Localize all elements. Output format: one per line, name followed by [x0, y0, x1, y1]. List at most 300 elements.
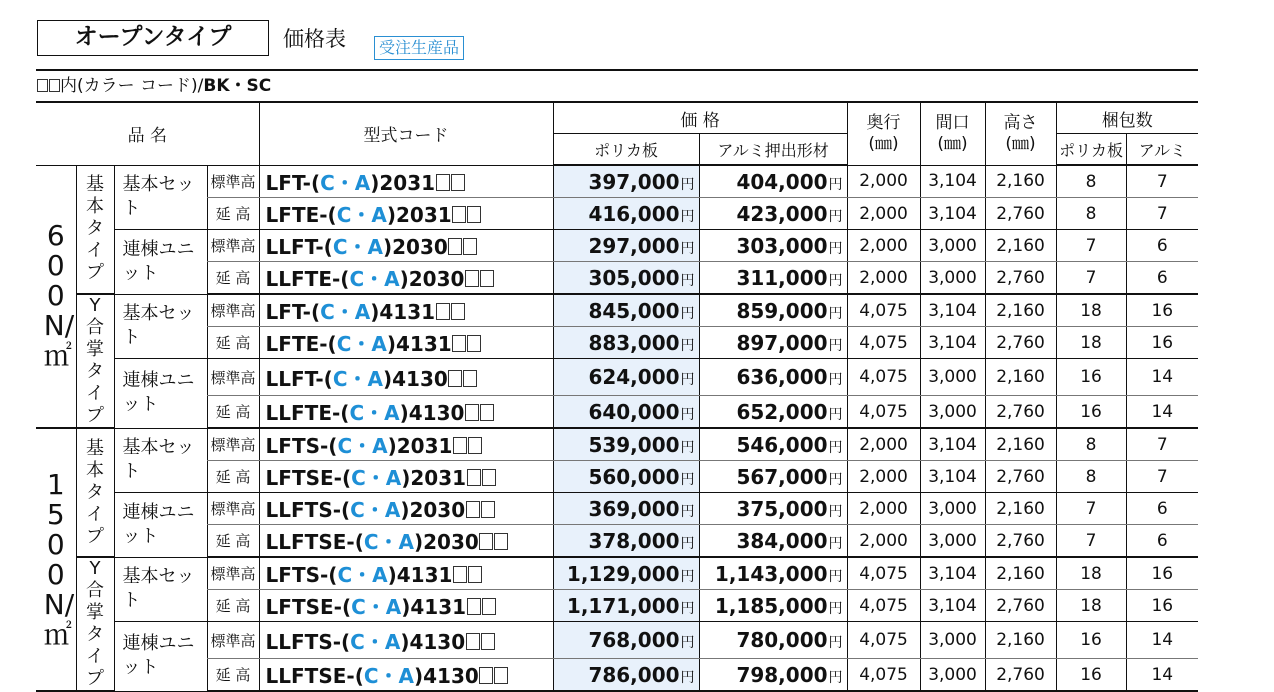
price-value: 375,000	[736, 496, 828, 521]
page-title: オープンタイプ	[37, 20, 269, 56]
price-value: 416,000	[588, 201, 680, 226]
price-value: 397,000	[588, 169, 680, 194]
color-code-box	[451, 303, 465, 320]
price-value: 768,000	[588, 628, 680, 652]
model-code-suffix: )4130	[400, 629, 466, 654]
price-alu	[699, 294, 847, 327]
table-row	[36, 198, 1198, 230]
color-code-box	[448, 238, 462, 255]
set-cell	[114, 622, 207, 692]
col-price: 価 格	[553, 102, 847, 134]
yen-unit: 円	[828, 669, 843, 686]
height-value: 2,160	[985, 622, 1056, 659]
col-model-code: 型式コード	[259, 102, 553, 165]
height-value: 2,760	[985, 525, 1056, 558]
price-alu	[699, 493, 847, 525]
type-cell	[76, 294, 114, 428]
price-alu	[699, 557, 847, 590]
model-code-prefix: LFTSE-(	[265, 466, 352, 490]
table-row	[36, 590, 1198, 622]
depth-value: 2,000	[847, 525, 920, 558]
height-variant: 延 高	[207, 262, 259, 295]
model-code-color-ca: C・A	[350, 498, 401, 522]
table-row	[36, 294, 1198, 327]
table-row	[36, 359, 1198, 396]
depth-value: 4,075	[847, 327, 920, 359]
height-variant: 標準高	[207, 428, 259, 461]
height-variant: 標準高	[207, 493, 259, 525]
color-code-box	[436, 174, 450, 191]
structure-type: 基本タイプ	[86, 174, 104, 284]
height-value: 2,760	[985, 659, 1056, 692]
yen-unit: 円	[680, 176, 695, 193]
model-code	[259, 396, 553, 429]
model-code-suffix: )2030	[400, 498, 466, 522]
frontage-value: 3,000	[920, 262, 985, 295]
color-code-note-text: 内(カラー コード)/	[60, 76, 204, 96]
col-product-name: 品 名	[36, 102, 259, 165]
model-code-prefix: LLFTS-(	[265, 629, 351, 654]
model-code	[259, 461, 553, 493]
model-code	[259, 327, 553, 359]
color-code-note	[36, 74, 271, 98]
price-polycarb	[553, 262, 699, 295]
set-cell	[114, 230, 207, 295]
height-value: 2,760	[985, 198, 1056, 230]
frontage-value: 3,000	[920, 659, 985, 692]
table-row	[36, 557, 1198, 590]
model-code-suffix: )2031	[401, 466, 467, 490]
model-code-suffix: )4131	[370, 300, 436, 324]
pkg-polycarb-value: 7	[1056, 262, 1126, 295]
height-variant: 延 高	[207, 198, 259, 230]
frontage-value: 3,104	[920, 461, 985, 493]
price-polycarb	[553, 428, 699, 461]
price-value: 786,000	[588, 662, 680, 687]
frontage-value: 3,104	[920, 428, 985, 461]
price-value: 640,000	[588, 399, 680, 424]
frontage-value: 3,104	[920, 165, 985, 198]
table-row	[36, 659, 1198, 692]
model-code-color-ca: C・A	[363, 664, 414, 688]
model-code	[259, 525, 553, 558]
table-row	[36, 230, 1198, 262]
price-value: 423,000	[736, 201, 828, 226]
height-value: 2,160	[985, 359, 1056, 396]
price-alu	[699, 262, 847, 295]
col-pkg-polycarb: ポリカ板	[1056, 134, 1126, 166]
frontage-value: 3,104	[920, 198, 985, 230]
price-value: 845,000	[588, 298, 680, 323]
model-code-color-ca: C・A	[320, 300, 371, 324]
color-code-box	[480, 404, 494, 421]
yen-unit: 円	[828, 600, 843, 617]
set-cell	[114, 165, 207, 230]
model-code-color-ca: C・A	[349, 267, 400, 291]
pkg-polycarb-value: 18	[1056, 590, 1126, 622]
price-value: 567,000	[736, 464, 828, 489]
type-cell	[76, 557, 114, 691]
color-code-box	[494, 667, 508, 684]
model-code-prefix: LLFTS-(	[265, 498, 351, 522]
page-header	[0, 0, 1274, 70]
model-code-suffix: )2031	[387, 434, 453, 458]
price-alu	[699, 659, 847, 692]
price-value: 311,000	[736, 265, 828, 290]
set-cell	[114, 557, 207, 622]
price-value: 1,129,000	[566, 561, 680, 586]
pkg-alumi-value: 6	[1126, 525, 1198, 558]
model-code-prefix: LLFTSE-(	[265, 530, 364, 554]
table-row	[36, 327, 1198, 359]
yen-unit: 円	[828, 406, 843, 423]
price-alu	[699, 230, 847, 262]
price-value: 297,000	[588, 233, 680, 258]
color-code-box	[468, 566, 482, 583]
yen-unit: 円	[680, 272, 695, 289]
height-value: 2,160	[985, 557, 1056, 590]
model-code-color-ca: C・A	[332, 235, 383, 259]
pkg-polycarb-value: 8	[1056, 165, 1126, 198]
pkg-polycarb-value: 18	[1056, 294, 1126, 327]
pkg-polycarb-value: 16	[1056, 622, 1126, 659]
price-value: 303,000	[736, 233, 828, 258]
yen-unit: 円	[680, 240, 695, 257]
model-code-color-ca: C・A	[336, 203, 387, 227]
price-polycarb	[553, 461, 699, 493]
yen-unit: 円	[680, 600, 695, 617]
depth-value: 2,000	[847, 461, 920, 493]
price-value: 636,000	[736, 365, 828, 389]
yen-unit: 円	[680, 372, 695, 388]
height-value: 2,760	[985, 327, 1056, 359]
model-code	[259, 428, 553, 461]
model-code-prefix: LFTS-(	[265, 434, 338, 458]
yen-unit: 円	[680, 439, 695, 456]
model-code-suffix: )2031	[370, 170, 436, 195]
depth-value: 4,075	[847, 294, 920, 327]
color-code-box	[466, 633, 480, 650]
height-value: 2,160	[985, 428, 1056, 461]
model-code	[259, 590, 553, 622]
model-code	[259, 230, 553, 262]
frontage-value: 3,000	[920, 525, 985, 558]
height-value: 2,160	[985, 493, 1056, 525]
model-code-color-ca: C・A	[337, 434, 388, 458]
table-row	[36, 622, 1198, 659]
price-value: 539,000	[588, 432, 680, 457]
model-code	[259, 557, 553, 590]
depth-value: 2,000	[847, 428, 920, 461]
model-code	[259, 659, 553, 692]
model-code-color-ca: C・A	[337, 563, 388, 587]
yen-unit: 円	[680, 535, 695, 552]
price-value: 546,000	[736, 432, 828, 457]
frontage-value: 3,104	[920, 294, 985, 327]
height-variant: 延 高	[207, 525, 259, 558]
pkg-polycarb-value: 16	[1056, 396, 1126, 429]
pkg-polycarb-value: 8	[1056, 461, 1126, 493]
made-to-order-badge: 受注生産品	[374, 36, 464, 60]
price-value: 624,000	[588, 365, 680, 389]
pkg-alumi-value: 7	[1126, 428, 1198, 461]
frontage-value: 3,000	[920, 359, 985, 396]
yen-unit: 円	[680, 568, 695, 585]
pkg-polycarb-value: 8	[1056, 198, 1126, 230]
load-rating-cell	[36, 428, 76, 691]
price-polycarb	[553, 590, 699, 622]
depth-value: 2,000	[847, 493, 920, 525]
price-value: 384,000	[736, 528, 828, 553]
yen-unit: 円	[828, 471, 843, 488]
pkg-alumi-value: 7	[1126, 165, 1198, 198]
depth-value: 4,075	[847, 557, 920, 590]
model-code	[259, 198, 553, 230]
header-rule	[36, 69, 1198, 71]
price-alu	[699, 165, 847, 198]
model-code-prefix: LLFT-(	[265, 366, 333, 391]
color-code-box	[37, 79, 48, 92]
depth-value: 4,075	[847, 359, 920, 396]
model-code-suffix: )2030	[399, 267, 465, 291]
table-row	[36, 396, 1198, 429]
pkg-polycarb-value: 7	[1056, 493, 1126, 525]
yen-unit: 円	[828, 208, 843, 225]
height-value: 2,160	[985, 165, 1056, 198]
color-code-box	[49, 79, 60, 92]
model-code-color-ca: C・A	[336, 332, 387, 356]
pkg-alumi-value: 16	[1126, 294, 1198, 327]
price-polycarb	[553, 622, 699, 659]
height-variant: 延 高	[207, 590, 259, 622]
pkg-alumi-value: 6	[1126, 493, 1198, 525]
load-rating: 1500N/㎡	[43, 467, 75, 651]
price-value: 798,000	[736, 662, 828, 687]
price-table-label: 価格表	[283, 27, 346, 51]
price-alu	[699, 198, 847, 230]
color-code-box	[467, 469, 481, 486]
price-alu	[699, 396, 847, 429]
yen-unit: 円	[828, 337, 843, 354]
price-value: 652,000	[736, 399, 828, 424]
structure-type: Y合掌タイプ	[86, 558, 104, 689]
price-value: 780,000	[736, 628, 828, 652]
price-value: 305,000	[588, 265, 680, 290]
model-code-color-ca: C・A	[349, 401, 400, 425]
pkg-alumi-value: 6	[1126, 230, 1198, 262]
height-variant: 延 高	[207, 396, 259, 429]
color-code-box	[494, 533, 508, 550]
pkg-polycarb-value: 7	[1056, 230, 1126, 262]
height-value: 2,760	[985, 262, 1056, 295]
pkg-alumi-value: 16	[1126, 557, 1198, 590]
table-row	[36, 428, 1198, 461]
color-code-box	[465, 404, 479, 421]
color-code-box	[468, 437, 482, 454]
model-code-suffix: )4131	[387, 563, 453, 587]
yen-unit: 円	[828, 635, 843, 651]
frontage-value: 3,000	[920, 396, 985, 429]
yen-unit: 円	[680, 669, 695, 686]
model-code-prefix: LLFTSE-(	[265, 664, 364, 688]
color-code-box	[479, 533, 493, 550]
color-code-box	[481, 633, 495, 650]
model-code-prefix: LFT-(	[265, 170, 321, 195]
height-variant: 標準高	[207, 165, 259, 198]
set-name: 基本セット	[122, 303, 195, 349]
price-value: 859,000	[736, 298, 828, 323]
color-code-values: BK・SC	[203, 76, 272, 96]
yen-unit: 円	[828, 240, 843, 257]
col-price-alu: アルミ押出形材	[699, 134, 847, 166]
color-code-box	[466, 501, 480, 518]
color-code-box	[452, 206, 466, 223]
table-row	[36, 262, 1198, 295]
model-code	[259, 165, 553, 198]
model-code-prefix: LFTS-(	[265, 563, 338, 587]
height-variant: 延 高	[207, 327, 259, 359]
price-polycarb	[553, 557, 699, 590]
frontage-value: 3,000	[920, 493, 985, 525]
price-polycarb	[553, 396, 699, 429]
pkg-alumi-value: 16	[1126, 327, 1198, 359]
model-code	[259, 493, 553, 525]
col-height: 高さ (㎜)	[985, 102, 1056, 165]
frontage-value: 3,104	[920, 590, 985, 622]
price-alu	[699, 359, 847, 396]
height-value: 2,760	[985, 590, 1056, 622]
yen-unit: 円	[680, 337, 695, 354]
price-value: 404,000	[736, 169, 828, 194]
depth-value: 4,075	[847, 622, 920, 659]
col-pkg-alumi: アルミ	[1126, 134, 1198, 166]
color-code-box	[467, 598, 481, 615]
model-code	[259, 294, 553, 327]
load-rating: 600N/㎡	[43, 219, 75, 373]
price-polycarb	[553, 493, 699, 525]
color-code-box	[479, 667, 493, 684]
set-name: 基本セット	[122, 437, 195, 483]
table-row	[36, 165, 1198, 198]
model-code	[259, 359, 553, 396]
color-code-box	[453, 566, 467, 583]
pkg-polycarb-value: 18	[1056, 557, 1126, 590]
model-code-color-ca: C・A	[351, 595, 402, 619]
type-cell	[76, 428, 114, 557]
yen-unit: 円	[680, 471, 695, 488]
price-polycarb	[553, 230, 699, 262]
col-frontage: 間口 (㎜)	[920, 102, 985, 165]
model-code-suffix: )4131	[386, 332, 452, 356]
price-value: 369,000	[588, 496, 680, 521]
col-packages: 梱包数	[1056, 102, 1198, 134]
pkg-polycarb-value: 16	[1056, 359, 1126, 396]
height-value: 2,160	[985, 230, 1056, 262]
yen-unit: 円	[828, 305, 843, 322]
color-code-box	[482, 469, 496, 486]
price-polycarb	[553, 327, 699, 359]
color-code-box	[482, 598, 496, 615]
height-value: 2,160	[985, 294, 1056, 327]
model-code-suffix: )2030	[414, 530, 479, 554]
price-polycarb	[553, 165, 699, 198]
pkg-alumi-value: 14	[1126, 396, 1198, 429]
model-code-prefix: LLFT-(	[265, 235, 333, 259]
yen-unit: 円	[828, 372, 843, 388]
pkg-alumi-value: 7	[1126, 461, 1198, 493]
yen-unit: 円	[680, 305, 695, 322]
table-row	[36, 493, 1198, 525]
model-code-suffix: )4130	[399, 401, 465, 425]
color-code-box	[451, 174, 465, 191]
price-alu	[699, 428, 847, 461]
set-name: 連棟ユニット	[122, 238, 195, 284]
pkg-alumi-value: 14	[1126, 622, 1198, 659]
color-code-box	[465, 270, 479, 287]
height-variant: 標準高	[207, 294, 259, 327]
table-row	[36, 525, 1198, 558]
height-variant: 標準高	[207, 622, 259, 659]
model-code-color-ca: C・A	[363, 530, 414, 554]
height-value: 2,760	[985, 396, 1056, 429]
yen-unit: 円	[828, 535, 843, 552]
depth-value: 4,075	[847, 590, 920, 622]
yen-unit: 円	[828, 439, 843, 456]
price-value: 378,000	[588, 528, 680, 553]
color-code-box	[467, 206, 481, 223]
model-code-color-ca: C・A	[332, 366, 383, 391]
price-polycarb	[553, 294, 699, 327]
price-table	[36, 101, 1198, 692]
price-polycarb	[553, 198, 699, 230]
model-code-prefix: LFTSE-(	[265, 595, 352, 619]
price-alu	[699, 590, 847, 622]
model-code-prefix: LFT-(	[265, 300, 321, 324]
yen-unit: 円	[828, 503, 843, 520]
price-value: 883,000	[588, 330, 680, 355]
model-code-color-ca: C・A	[350, 629, 401, 654]
model-code-suffix: )4130	[382, 366, 448, 391]
col-price-polycarb: ポリカ板	[553, 134, 699, 166]
height-variant: 延 高	[207, 659, 259, 692]
pkg-polycarb-value: 7	[1056, 525, 1126, 558]
set-cell	[114, 359, 207, 429]
set-name: 連棟ユニット	[122, 370, 195, 416]
color-code-box	[467, 335, 481, 352]
set-name: 基本セット	[122, 174, 195, 220]
model-code-suffix: )2030	[382, 235, 448, 259]
table-row	[36, 461, 1198, 493]
model-code-suffix: )4130	[414, 664, 479, 688]
depth-value: 4,075	[847, 396, 920, 429]
price-polycarb	[553, 525, 699, 558]
model-code-prefix: LLFTE-(	[265, 401, 350, 425]
set-cell	[114, 294, 207, 359]
depth-value: 2,000	[847, 165, 920, 198]
height-variant: 延 高	[207, 461, 259, 493]
set-cell	[114, 428, 207, 493]
type-cell	[76, 165, 114, 294]
frontage-value: 3,104	[920, 557, 985, 590]
yen-unit: 円	[828, 176, 843, 193]
model-code	[259, 622, 553, 659]
depth-value: 4,075	[847, 659, 920, 692]
price-alu	[699, 327, 847, 359]
yen-unit: 円	[680, 208, 695, 225]
depth-value: 2,000	[847, 262, 920, 295]
height-variant: 標準高	[207, 359, 259, 396]
model-code-prefix: LFTE-(	[265, 203, 337, 227]
